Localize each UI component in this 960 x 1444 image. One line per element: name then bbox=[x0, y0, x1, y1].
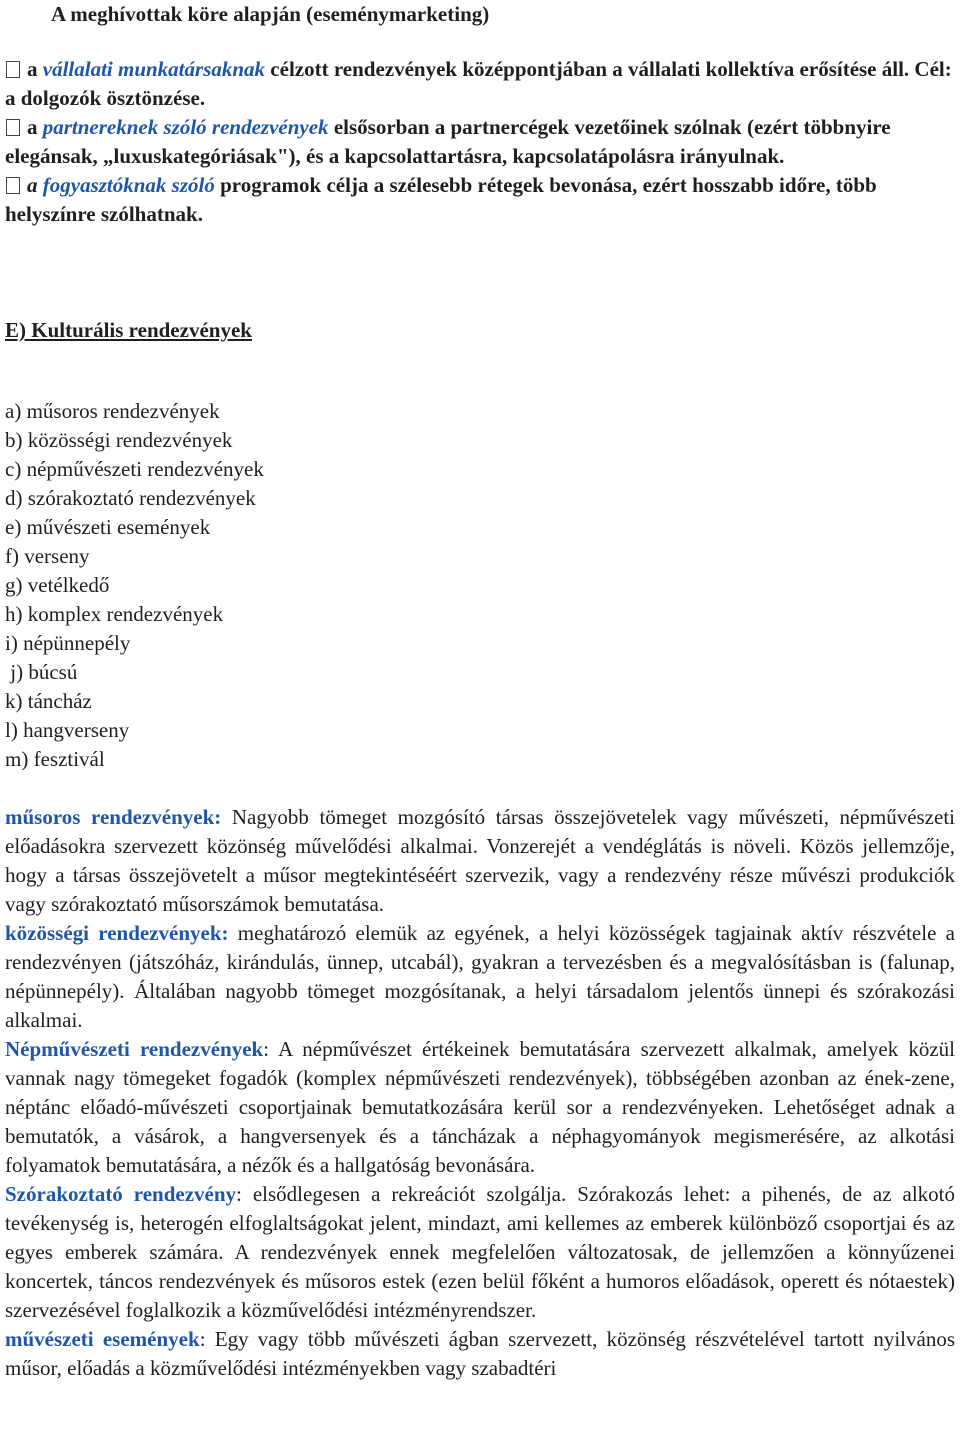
list-item: l) hangverseny bbox=[5, 718, 130, 742]
definition-term: művészeti események bbox=[5, 1327, 200, 1351]
list-item: h) komplex rendezvények bbox=[5, 602, 224, 626]
checkbox-glyph-icon bbox=[6, 177, 20, 194]
definition-term: közösségi rendezvények: bbox=[5, 921, 229, 945]
list-item: e) művészeti események bbox=[5, 515, 211, 539]
definition-term: műsoros rendezvények: bbox=[5, 805, 222, 829]
list-item: f) verseny bbox=[5, 544, 90, 568]
checkbox-glyph-icon bbox=[6, 119, 20, 136]
bullet-highlight: fogyasztóknak szóló bbox=[42, 173, 215, 197]
list-item: m) fesztivál bbox=[5, 747, 105, 771]
definition-text: Nagyobb tömeget mozgósító társas összejövetelek vagy művészeti, népművészeti előadásokra szervezett közönség művelődési alkalmai. Vonzerejét a vendéglátás is növeli. Közös jellemzője, hogy a társas összejövetelt a műsor megtekintéséért szervezik, vagy a rendezvény része művészi produkciók vagy szórakoztató műsorszámok bemutatása. bbox=[5, 805, 955, 916]
definition-term: Szórakoztató rendezvény bbox=[5, 1182, 237, 1206]
definition-paragraph bbox=[5, 1325, 955, 1383]
bullet-pre: a bbox=[27, 173, 43, 197]
bullet-item bbox=[5, 113, 955, 171]
list-item: b) közösségi rendezvények bbox=[5, 428, 233, 452]
definition-text: : elsődlegesen a rekreációt szolgálja. Szórakozás lehet: a pihenés, de az alkotó tevékenység is, heterogén elfoglaltságokat jelent, mindazt, ami kellemes az emberek különböző csoportjai és az egyes emberek számára. A rendezvények ennek megfelelően változatosak, de jellemzően a könnyűzenei koncertek, táncos rendezvények és műsoros estek (ezen belül főként a humoros előadások, operett és nótaestek) szervezésével foglalkozik a közművelődési intézményrendszer. bbox=[5, 1182, 955, 1322]
bullet-pre: a bbox=[27, 57, 43, 81]
list-item: c) népművészeti rendezvények bbox=[5, 457, 264, 481]
bullet-item bbox=[5, 171, 955, 229]
list-item: k) táncház bbox=[5, 689, 92, 713]
heading: A meghívottak köre alapján (eseménymarketing) bbox=[51, 2, 490, 26]
list-item: a) műsoros rendezvények bbox=[5, 399, 220, 423]
bullet-highlight: vállalati munkatársaknak bbox=[42, 57, 266, 81]
definition-paragraph bbox=[5, 803, 955, 919]
definition-paragraph bbox=[5, 919, 955, 1035]
definitions bbox=[5, 803, 955, 1383]
list-item: i) népünnepély bbox=[5, 631, 131, 655]
list-item: g) vetélkedő bbox=[5, 573, 110, 597]
list-item: d) szórakoztató rendezvények bbox=[5, 486, 256, 510]
definition-text: meghatározó elemük az egyének, a helyi közösségek tagjainak aktív részvétele a rendezvényen (játszóház, kirándulás, ünnep, utcabál), gyakran a tervezésben és a megvalósításban is (falunap, népünnepély). Általában nagyobb tömeget mozgósítanak, a helyi társadalom jelentős ünnepi és szórakozási alkalmai. bbox=[5, 921, 955, 1032]
bullet-text: programok célja a szélesebb rétegek bevonása, ezért hosszabb időre, több helyszínre szólhatnak. bbox=[5, 173, 877, 226]
bullet-list bbox=[5, 55, 955, 229]
definition-text: : Egy vagy több művészeti ágban szervezett, közönség részvételével tartott nyilvános műsor, előadás a közművelődési intézményekben vagy szabadtéri bbox=[5, 1327, 955, 1380]
list-item: j) búcsú bbox=[5, 660, 78, 684]
bullet-pre: a bbox=[27, 115, 43, 139]
checkbox-glyph-icon bbox=[6, 61, 20, 78]
section-title: E) Kulturális rendezvények bbox=[5, 318, 252, 342]
definition-paragraph bbox=[5, 1180, 955, 1325]
bullet-text: célzott rendezvények középpontjában a vállalati kollektíva erősítése áll. Cél: a dolgozók ösztönzése. bbox=[5, 57, 952, 110]
event-type-list bbox=[5, 397, 264, 774]
definition-term: Népművészeti rendezvények bbox=[5, 1037, 264, 1061]
bullet-item bbox=[5, 55, 955, 113]
bullet-text: elsősorban a partnercégek vezetőinek szólnak (ezért többnyire elegánsak, „luxuskategóriásak"), és a kapcsolattartásra, kapcsolatápolásra irányulnak. bbox=[5, 115, 891, 168]
definition-paragraph bbox=[5, 1035, 955, 1180]
definition-text: : A népművészet értékeinek bemutatására szervezett alkalmak, amelyek közül vannak nagy tömegeket fogadók (komplex népművészeti rendezvények), többségében azonban az ének-zene, néptánc előadó-művészeti csoportjainak bemutatkozására kerül sor a rendezvényeken. Lehetőséget adnak a bemutatók, a vásárok, a hangversenyek és a táncházak a néphagyományok megismerésére, az alkotási folyamatok bemutatására, a nézők és a hallgatóság bevonására. bbox=[5, 1037, 956, 1177]
bullet-highlight: partnereknek szóló rendezvények bbox=[42, 115, 329, 139]
